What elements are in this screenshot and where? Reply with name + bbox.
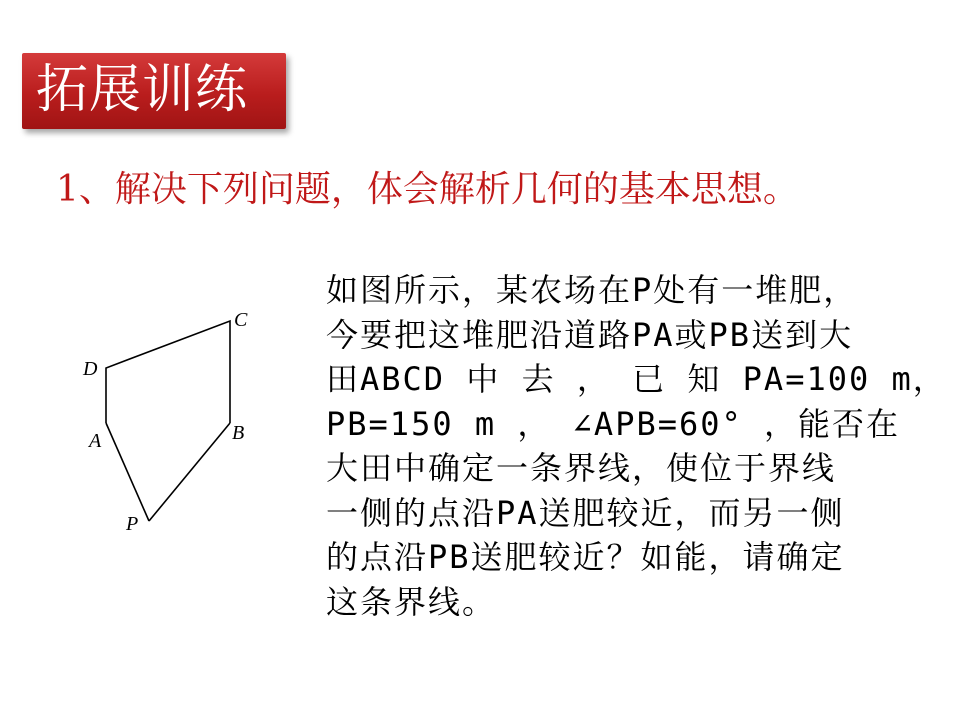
geometry-figure xyxy=(70,295,270,545)
section-title: 拓展训练 xyxy=(36,60,249,120)
problem-line: 一侧的点沿PA送肥较近，而另一侧 xyxy=(326,493,845,532)
problem-line: 田ABCD 中 去 ， 已 知 PA=100 m， xyxy=(326,360,947,398)
label-p: P xyxy=(126,513,139,535)
problem-heading: 1、解决下列问题，体会解析几何的基本思想。 xyxy=(56,169,799,210)
problem-line: 大田中确定一条界线，使位于界线 xyxy=(326,449,837,487)
field-abcd-outline xyxy=(106,321,230,423)
road-pb xyxy=(149,423,230,521)
label-d: D xyxy=(83,358,98,380)
problem-line: 如图所示，某农场在P处有一堆肥， xyxy=(326,271,858,309)
problem-line: 这条界线。 xyxy=(326,582,497,621)
problem-text xyxy=(326,268,947,624)
label-c: C xyxy=(234,309,248,331)
problem-line: 的点沿PB送肥较近？如能，请确定 xyxy=(326,538,845,576)
problem-line: 今要把这堆肥沿道路PA或PB送到大 xyxy=(326,315,854,354)
road-pa xyxy=(106,423,149,521)
problem-line: PB=150 m ， ∠APB=60° ，能否在 xyxy=(326,404,901,443)
quadrilateral-diagram xyxy=(70,295,270,545)
label-b: B xyxy=(232,422,245,444)
section-banner xyxy=(22,53,286,129)
label-a: A xyxy=(89,430,102,452)
